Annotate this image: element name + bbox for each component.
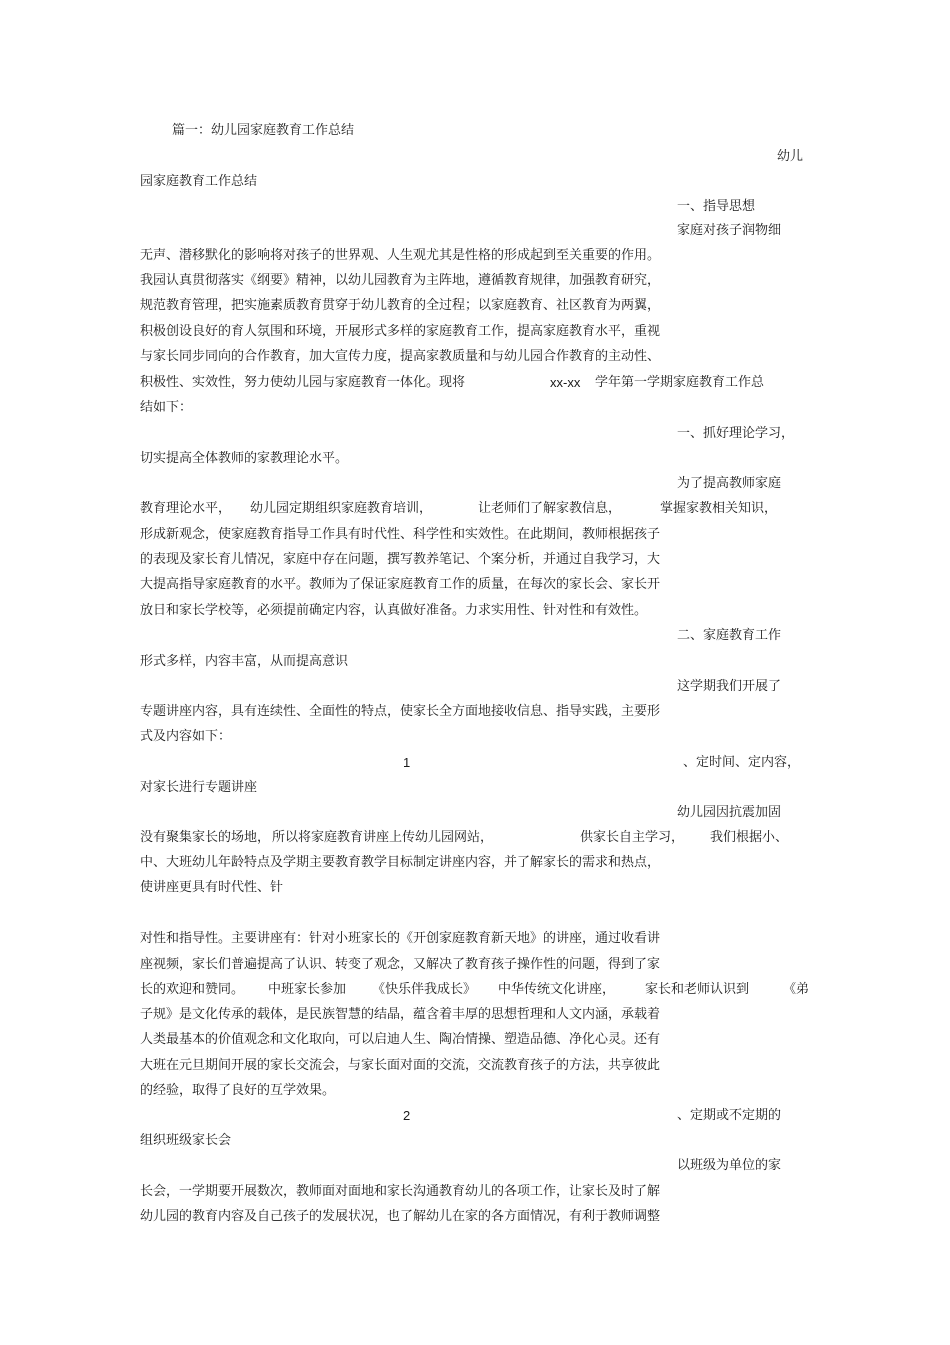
text-line: 专题讲座内容，具有连续性、全面性的特点，使家长全方面地接收信息、指导实践，主要形	[140, 704, 661, 719]
text-line: 的经验，取得了良好的互学效果。	[140, 1083, 336, 1098]
text-fragment: 幼儿园定期组织家庭教育培训，	[250, 501, 433, 516]
text-fragment: 家长和老师认识到	[645, 982, 750, 997]
text-fragment: 教育理论水平，	[140, 501, 232, 516]
text-fragment: 我们根据小、	[710, 830, 789, 845]
text-fragment: 所以将家庭教育讲座上传幼儿园网站，	[272, 830, 494, 845]
text-line: 无声、潜移默化的影响将对孩子的世界观、人生观尤其是性格的形成起到至关重要的作用。	[140, 248, 661, 263]
text-line: 大班在元旦期间开展的家长交流会，与家长面对面的交流，交流教育孩子的方法，共享彼此	[140, 1058, 661, 1073]
list-number: 2	[403, 1108, 411, 1123]
text-line: 以班级为单位的家	[677, 1158, 782, 1173]
text-line: 对家长进行专题讲座	[140, 780, 258, 795]
text-line: 对性和指导性。主要讲座有：针对小班家长的《开创家庭教育新天地》的讲座，通过收看讲	[140, 931, 661, 946]
text-fragment: 中华传统文化讲座，	[498, 982, 616, 997]
text-line: 中、大班幼儿年龄特点及学期主要教育教学目标制定讲座内容，并了解家长的需求和热点，	[140, 855, 661, 870]
text-line: 组织班级家长会	[140, 1133, 232, 1148]
text-fragment: 掌握家教相关知识，	[660, 501, 778, 516]
text-fragment: 学年第一学期家庭教育工作总	[595, 375, 765, 390]
text-line: 幼儿园因抗震加固	[677, 805, 782, 820]
text-line: 大提高指导家庭教育的水平。教师为了保证家庭教育工作的质量，在每次的家长会、家长开	[140, 577, 661, 592]
text-line: 长会，一学期要开展数次，教师面对面地和家长沟通教育幼儿的各项工作，让家长及时了解	[140, 1184, 661, 1199]
subsection-heading: 、定时间、定内容，	[683, 755, 801, 770]
text-line: 子规》是文化传承的载体，是民族智慧的结晶，蕴含着丰厚的思想哲理和人文内涵，承载着	[140, 1007, 661, 1022]
text-line: 积极创设良好的育人氛围和环境，开展形式多样的家庭教育工作，提高家庭教育水平，重视	[140, 324, 661, 339]
section-heading: 一、指导思想	[677, 199, 756, 214]
text-line: 这学期我们开展了	[677, 679, 782, 694]
text-line: 结如下：	[140, 400, 193, 415]
text-line: 放日和家长学校等，必须提前确定内容，认真做好准备。力求实用性、针对性和有效性。	[140, 603, 648, 618]
text-line: 家庭对孩子润物细	[677, 223, 782, 238]
text-line: 形式多样，内容丰富，从而提高意识	[140, 654, 349, 669]
text-fragment: 《弟	[783, 982, 810, 997]
page-title: 篇一：幼儿园家庭教育工作总结	[172, 123, 355, 138]
text-line: 式及内容如下：	[140, 729, 232, 744]
text-line: 规范教育管理，把实施素质教育贯穿于幼儿教育的全过程；以家庭教育、社区教育为两翼，	[140, 298, 661, 313]
text-line: 为了提高教师家庭	[677, 476, 782, 491]
text-fragment: 中班家长参加	[268, 982, 347, 997]
subsection-heading: 、定期或不定期的	[677, 1108, 782, 1123]
text-line: 积极性、实效性，努力使幼儿园与家庭教育一体化。现将	[140, 375, 466, 390]
section-heading: 二、家庭教育工作	[677, 628, 782, 643]
text-line: 座视频，家长们普遍提高了认识、转变了观念，又解决了教育孩子操作性的问题，得到了家	[140, 957, 661, 972]
text-line: 人类最基本的价值观念和文化取向，可以启迪人生、陶冶情操、塑造品德、净化心灵。还有	[140, 1032, 661, 1047]
list-number: 1	[403, 755, 411, 770]
text-line: 我园认真贯彻落实《纲要》精神，以幼儿园教育为主阵地，遵循教育规律，加强教育研究，	[140, 273, 661, 288]
text-fragment: 长的欢迎和赞同。	[140, 982, 245, 997]
text-line: 使讲座更具有时代性、针	[140, 880, 284, 895]
text-fragment: 没有聚集家长的场地，	[140, 830, 271, 845]
text-line: 形成新观念，使家庭教育指导工作具有时代性、科学性和实效性。在此期间，教师根据孩子	[140, 527, 661, 542]
text-line: 幼儿园的教育内容及自己孩子的发展状况，也了解幼儿在家的各方面情况，有利于教师调整	[140, 1209, 661, 1224]
text-line: 与家长同步同向的合作教育，加大宣传力度，提高家教质量和与幼儿园合作教育的主动性、	[140, 349, 661, 364]
section-heading: 一、抓好理论学习，	[677, 426, 795, 441]
text-line: 的表现及家长育儿情况，家庭中存在问题，撰写教养笔记、个案分析，并通过自我学习，大	[140, 552, 661, 567]
text-line: 切实提高全体教师的家教理论水平。	[140, 451, 349, 466]
text-fragment: 《快乐伴我成长》	[372, 982, 477, 997]
text-fragment: 供家长自主学习，	[580, 830, 685, 845]
text-fragment: 让老师们了解家教信息，	[478, 501, 622, 516]
text-fragment: xx-xx	[550, 375, 581, 390]
text-line: 幼儿	[777, 149, 804, 164]
text-line: 园家庭教育工作总结	[140, 174, 258, 189]
